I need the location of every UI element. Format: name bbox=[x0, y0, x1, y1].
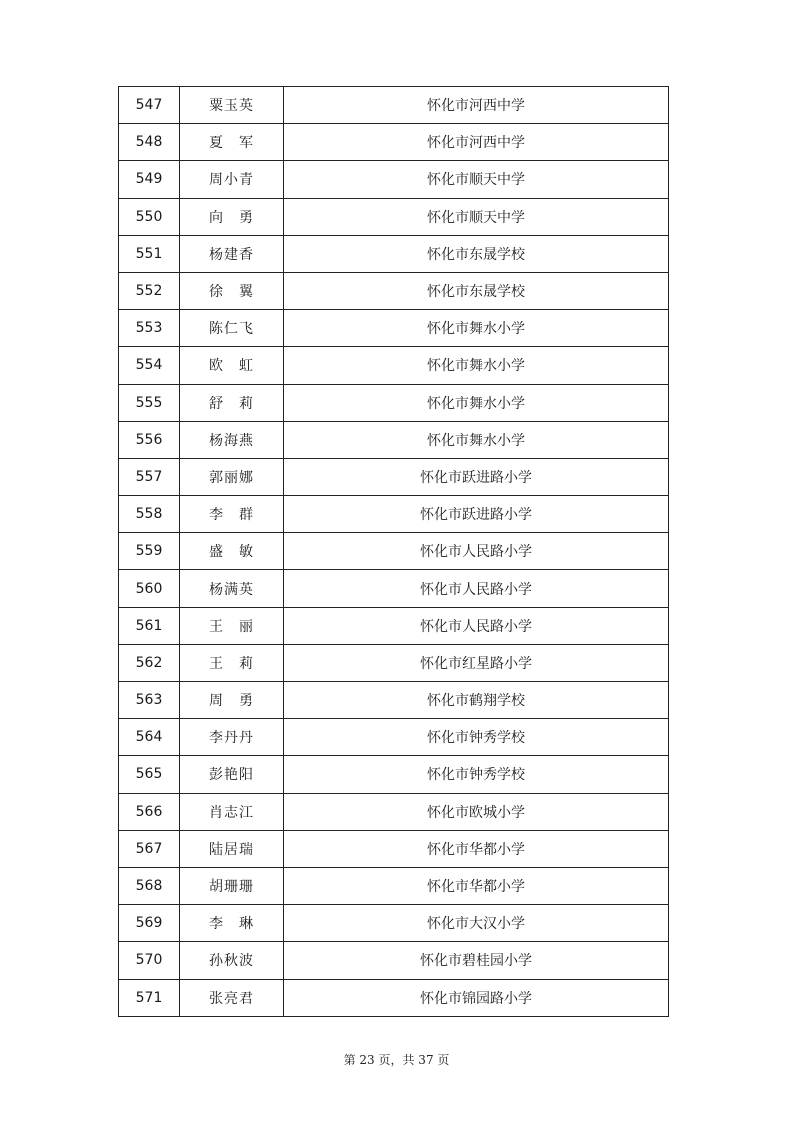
school-cell: 怀化市钟秀学校 bbox=[284, 719, 669, 756]
name-cell: 杨海燕 bbox=[180, 421, 284, 458]
name-cell: 王 莉 bbox=[180, 644, 284, 681]
table-row bbox=[119, 830, 669, 867]
name-cell: 胡珊珊 bbox=[180, 867, 284, 904]
school-cell: 怀化市人民路小学 bbox=[284, 607, 669, 644]
row-number-cell: 558 bbox=[119, 496, 180, 533]
row-number-cell: 560 bbox=[119, 570, 180, 607]
name-cell: 孙秋波 bbox=[180, 942, 284, 979]
school-cell: 怀化市人民路小学 bbox=[284, 533, 669, 570]
table-row bbox=[119, 905, 669, 942]
school-cell: 怀化市鹤翔学校 bbox=[284, 682, 669, 719]
name-cell: 陈仁飞 bbox=[180, 310, 284, 347]
school-cell: 怀化市跃进路小学 bbox=[284, 496, 669, 533]
school-cell: 怀化市锦园路小学 bbox=[284, 979, 669, 1016]
name-cell: 夏 军 bbox=[180, 124, 284, 161]
school-cell: 怀化市跃进路小学 bbox=[284, 458, 669, 495]
table-row bbox=[119, 942, 669, 979]
school-cell: 怀化市欧城小学 bbox=[284, 793, 669, 830]
name-cell: 杨建香 bbox=[180, 235, 284, 272]
row-number-cell: 556 bbox=[119, 421, 180, 458]
row-number-cell: 564 bbox=[119, 719, 180, 756]
name-cell: 肖志江 bbox=[180, 793, 284, 830]
school-cell: 怀化市舞水小学 bbox=[284, 384, 669, 421]
table-row bbox=[119, 161, 669, 198]
table-row bbox=[119, 533, 669, 570]
name-cell: 王 丽 bbox=[180, 607, 284, 644]
school-cell: 怀化市东晟学校 bbox=[284, 272, 669, 309]
table-row bbox=[119, 570, 669, 607]
table-row bbox=[119, 124, 669, 161]
roster-table-body bbox=[119, 87, 669, 1017]
row-number-cell: 569 bbox=[119, 905, 180, 942]
row-number-cell: 557 bbox=[119, 458, 180, 495]
row-number-cell: 550 bbox=[119, 198, 180, 235]
row-number-cell: 547 bbox=[119, 87, 180, 124]
table-row bbox=[119, 644, 669, 681]
school-cell: 怀化市华都小学 bbox=[284, 830, 669, 867]
name-cell: 粟玉英 bbox=[180, 87, 284, 124]
school-cell: 怀化市顺天中学 bbox=[284, 198, 669, 235]
row-number-cell: 561 bbox=[119, 607, 180, 644]
table-row bbox=[119, 979, 669, 1016]
school-cell: 怀化市河西中学 bbox=[284, 124, 669, 161]
name-cell: 张亮君 bbox=[180, 979, 284, 1016]
row-number-cell: 549 bbox=[119, 161, 180, 198]
table-row bbox=[119, 607, 669, 644]
name-cell: 彭艳阳 bbox=[180, 756, 284, 793]
name-cell: 向 勇 bbox=[180, 198, 284, 235]
row-number-cell: 552 bbox=[119, 272, 180, 309]
table-row bbox=[119, 235, 669, 272]
row-number-cell: 566 bbox=[119, 793, 180, 830]
name-cell: 陆居瑞 bbox=[180, 830, 284, 867]
name-cell: 周小青 bbox=[180, 161, 284, 198]
name-cell: 周 勇 bbox=[180, 682, 284, 719]
school-cell: 怀化市舞水小学 bbox=[284, 310, 669, 347]
roster-table bbox=[118, 86, 669, 1017]
row-number-cell: 559 bbox=[119, 533, 180, 570]
table-row bbox=[119, 347, 669, 384]
page-footer: 第 23 页，共 37 页 bbox=[343, 1053, 450, 1067]
school-cell: 怀化市红星路小学 bbox=[284, 644, 669, 681]
name-cell: 杨满英 bbox=[180, 570, 284, 607]
name-cell: 李 琳 bbox=[180, 905, 284, 942]
table-row bbox=[119, 272, 669, 309]
table-row bbox=[119, 421, 669, 458]
school-cell: 怀化市河西中学 bbox=[284, 87, 669, 124]
table-row bbox=[119, 310, 669, 347]
name-cell: 李 群 bbox=[180, 496, 284, 533]
name-cell: 李丹丹 bbox=[180, 719, 284, 756]
name-cell: 徐 翼 bbox=[180, 272, 284, 309]
table-row bbox=[119, 458, 669, 495]
table-row bbox=[119, 384, 669, 421]
row-number-cell: 548 bbox=[119, 124, 180, 161]
row-number-cell: 571 bbox=[119, 979, 180, 1016]
school-cell: 怀化市人民路小学 bbox=[284, 570, 669, 607]
table-row bbox=[119, 198, 669, 235]
row-number-cell: 551 bbox=[119, 235, 180, 272]
table-row bbox=[119, 682, 669, 719]
school-cell: 怀化市舞水小学 bbox=[284, 421, 669, 458]
table-row bbox=[119, 867, 669, 904]
row-number-cell: 562 bbox=[119, 644, 180, 681]
name-cell: 舒 莉 bbox=[180, 384, 284, 421]
school-cell: 怀化市碧桂园小学 bbox=[284, 942, 669, 979]
row-number-cell: 554 bbox=[119, 347, 180, 384]
school-cell: 怀化市钟秀学校 bbox=[284, 756, 669, 793]
table-row bbox=[119, 496, 669, 533]
row-number-cell: 570 bbox=[119, 942, 180, 979]
name-cell: 郭丽娜 bbox=[180, 458, 284, 495]
row-number-cell: 553 bbox=[119, 310, 180, 347]
row-number-cell: 568 bbox=[119, 867, 180, 904]
name-cell: 盛 敏 bbox=[180, 533, 284, 570]
school-cell: 怀化市华都小学 bbox=[284, 867, 669, 904]
school-cell: 怀化市舞水小学 bbox=[284, 347, 669, 384]
name-cell: 欧 虹 bbox=[180, 347, 284, 384]
table-row bbox=[119, 87, 669, 124]
school-cell: 怀化市大汉小学 bbox=[284, 905, 669, 942]
table-row bbox=[119, 719, 669, 756]
row-number-cell: 565 bbox=[119, 756, 180, 793]
row-number-cell: 555 bbox=[119, 384, 180, 421]
school-cell: 怀化市顺天中学 bbox=[284, 161, 669, 198]
row-number-cell: 563 bbox=[119, 682, 180, 719]
school-cell: 怀化市东晟学校 bbox=[284, 235, 669, 272]
table-row bbox=[119, 793, 669, 830]
table-row bbox=[119, 756, 669, 793]
row-number-cell: 567 bbox=[119, 830, 180, 867]
